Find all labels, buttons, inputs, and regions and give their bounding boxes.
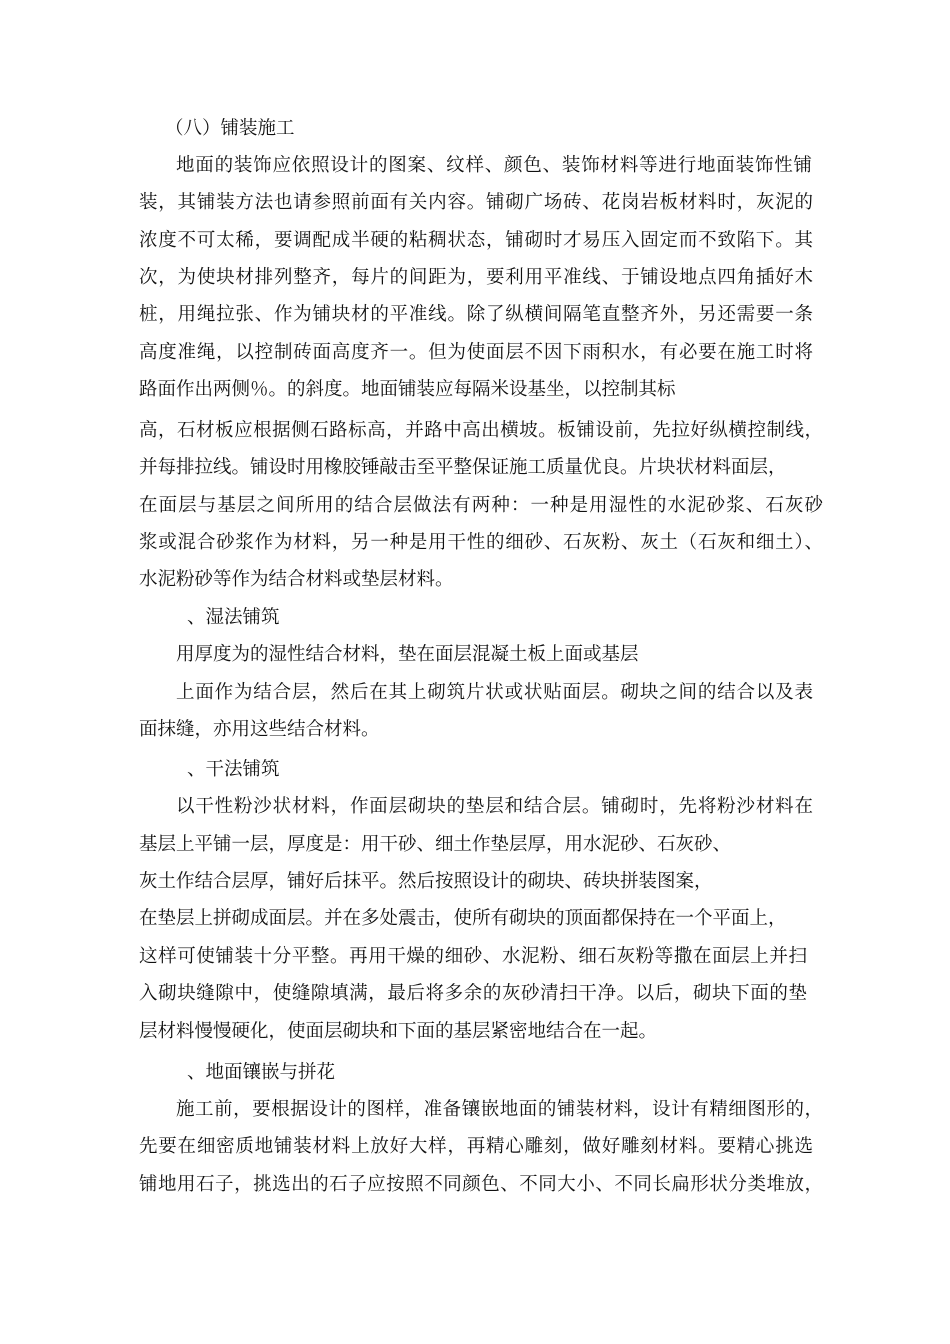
section-title-wet: 、湿法铺筑 — [187, 607, 280, 628]
paragraph-line: 基层上平铺一层，厚度是：用干砂、细土作垫层厚，用水泥砂、石灰砂、 — [139, 834, 732, 855]
section-title-dry: 、干法铺筑 — [187, 759, 280, 780]
paragraph-line: 层材料慢慢硬化，使面层砌块和下面的基层紧密地结合在一起。 — [139, 1021, 658, 1042]
paragraph-line: 高，石材板应根据侧石路标高，并路中高出横坡。板铺设前，先拉好纵横控制线， — [139, 420, 823, 441]
paragraph-line: 水泥粉砂等作为结合材料或垫层材料。 — [139, 569, 454, 590]
section-heading: （八）铺装施工 — [165, 118, 295, 139]
paragraph-line: 浆或混合砂浆作为材料，另一种是用干性的细砂、石灰粉、灰土（石灰和细土）、 — [139, 532, 823, 553]
paragraph-line: 用厚度为的湿性结合材料，垫在面层混凝土板上面或基层 — [176, 644, 639, 665]
paragraph-line: 先要在细密质地铺装材料上放好大样，再精心雕刻，做好雕刻材料。要精心挑选 — [139, 1136, 813, 1157]
paragraph-line: 高度准绳，以控制砖面高度齐一。但为使面层不因下雨积水，有必要在施工时将 — [139, 342, 813, 363]
paragraph-line: 桩，用绳拉张、作为铺块材的平准线。除了纵横间隔笔直整齐外，另还需要一条 — [139, 304, 813, 325]
paragraph-line: 铺地用石子，挑选出的石子应按照不同颜色、不同大小、不同长扁形状分类堆放， — [139, 1174, 823, 1195]
paragraph-line: 在垫层上拼砌成面层。并在多处震击，使所有砌块的顶面都保持在一个平面上， — [139, 908, 787, 929]
paragraph-line: 路面作出两侧％。的斜度。地面铺装应每隔米设基坐，以控制其标 — [139, 379, 676, 400]
paragraph-line: 地面的装饰应依照设计的图案、纹样、颜色、装饰材料等进行地面装饰性铺 — [176, 155, 812, 176]
paragraph-line: 浓度不可太稀，要调配成半硬的粘稠状态，铺砌时才易压入固定而不致陷下。其 — [139, 230, 813, 251]
paragraph-line: 上面作为结合层，然后在其上砌筑片状或状贴面层。砌块之间的结合以及表 — [176, 682, 813, 703]
paragraph-line: 入砌块缝隙中，使缝隙填满，最后将多余的灰砂清扫干净。以后，砌块下面的垫 — [139, 983, 807, 1004]
section-title-inlay: 、地面镶嵌与拼花 — [187, 1062, 336, 1083]
paragraph-line: 次，为使块材排列整齐，每片的间距为，要利用平准线、于铺设地点四角插好木 — [139, 267, 813, 288]
paragraph-line: 灰土作结合层厚，铺好后抹平。然后按照设计的砌块、砖块拼装图案， — [139, 871, 713, 892]
paragraph-line: 在面层与基层之间所用的结合层做法有两种：一种是用湿性的水泥砂浆、石灰砂 — [139, 495, 823, 516]
paragraph-line: 以干性粉沙状材料，作面层砌块的垫层和结合层。铺砌时，先将粉沙材料在 — [176, 796, 813, 817]
paragraph-line: 并每排拉线。铺设时用橡胶锤敲击至平整保证施工质量优良。片块状材料面层， — [139, 457, 787, 478]
paragraph-line: 面抹缝，亦用这些结合材料。 — [139, 719, 380, 740]
paragraph-line: 施工前，要根据设计的图样，准备镶嵌地面的铺装材料，设计有精细图形的， — [176, 1099, 823, 1120]
paragraph-line: 装，其铺装方法也请参照前面有关内容。铺砌广场砖、花岗岩板材料时，灰泥的 — [139, 192, 813, 213]
paragraph-line: 这样可使铺装十分平整。再用干燥的细砂、水泥粉、细石灰粉等撒在面层上并扫 — [139, 946, 807, 967]
